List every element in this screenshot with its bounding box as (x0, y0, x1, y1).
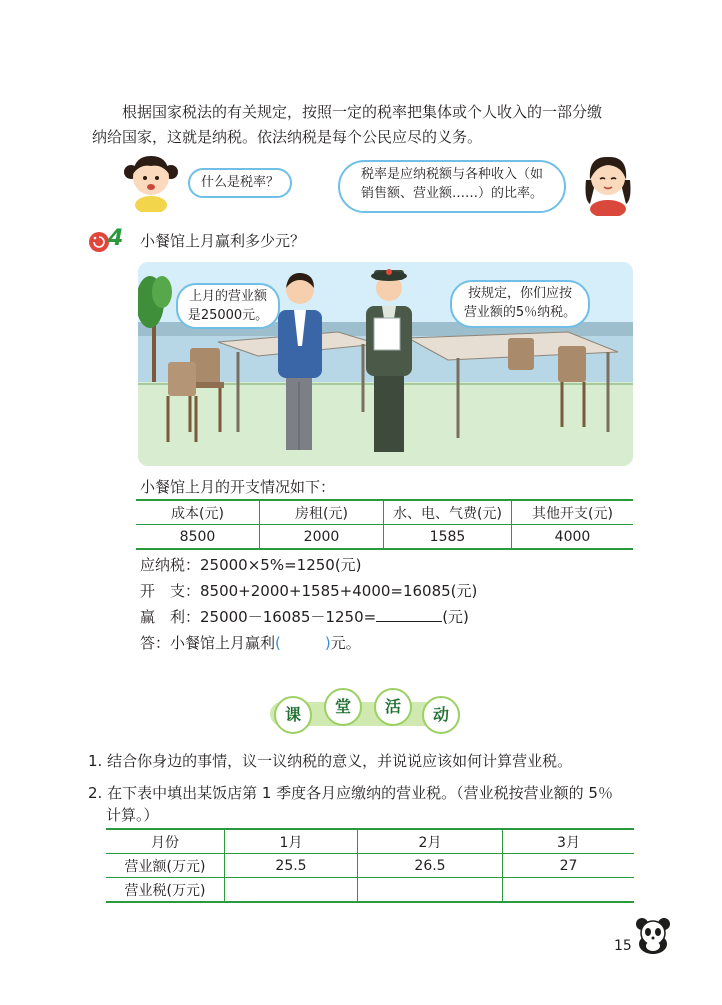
tax-table-header-cell: 1月 (225, 829, 358, 854)
tax-answer-cell[interactable] (225, 878, 358, 903)
expenses-value-cell: 4000 (512, 525, 634, 550)
intro-line-1: 根据国家税法的有关规定，按照一定的税率把集体或个人收入的一部分缴 (122, 103, 603, 121)
answer-speech-bubble (338, 160, 566, 213)
expenses-header-cell: 水、电、气费(元) (384, 500, 512, 525)
calc-profit-line (140, 606, 469, 628)
expenses-title: 小餐馆上月的开支情况如下： (140, 478, 336, 496)
answer-line (140, 632, 361, 654)
tax-table-header-row (106, 829, 634, 854)
activity-char: 动 (422, 696, 460, 734)
page-number: 15 (614, 938, 632, 954)
revenue-row-label: 营业额(万元) (106, 854, 225, 878)
tax-table-header-cell: 月份 (106, 829, 225, 854)
tax-row-label: 营业税(万元) (106, 878, 225, 903)
revenue-cell: 26.5 (358, 854, 503, 878)
officer-speech-bubble (450, 280, 590, 328)
calc-expense-line: 开 支：8500+2000+1585+4000=16085(元) (140, 582, 478, 600)
expenses-value-cell: 1585 (384, 525, 512, 550)
officer-bubble-line-1: 按规定，你们应按 (467, 286, 572, 301)
activity-char: 课 (274, 696, 312, 734)
question-speech-bubble (188, 168, 292, 198)
girl-right-illustration (578, 150, 638, 216)
expenses-table (136, 499, 633, 550)
profit-answer-blank[interactable] (376, 607, 442, 622)
calc-tax-line: 应纳税：25000×5%=1250(元) (140, 556, 362, 574)
owner-speech-bubble (176, 283, 280, 329)
activity-char: 活 (374, 688, 412, 726)
answer-paren-close: ) (324, 634, 331, 652)
girl-left-illustration (122, 150, 180, 212)
activity-char: 堂 (324, 688, 362, 726)
answer-bubble-line-1: 税率是应纳税额与各种收入（如 (360, 167, 543, 182)
problem-question: 小餐馆上月赢利多少元？ (140, 232, 306, 250)
business-tax-table (106, 828, 634, 903)
activity-item-2-line-2: 计算。） (106, 806, 159, 824)
problem-number-badge (86, 228, 126, 254)
expenses-value-row (136, 525, 633, 550)
answer-suffix: 元。 (330, 634, 361, 652)
expenses-value-cell: 2000 (260, 525, 384, 550)
tax-answer-cell[interactable] (503, 878, 635, 903)
class-activity-banner (270, 688, 460, 736)
answer-prefix: 答：小餐馆上月赢利 (140, 634, 276, 652)
expenses-value-cell: 8500 (136, 525, 260, 550)
officer-bubble-line-2: 营业额的5％纳税。 (463, 305, 577, 320)
revenue-cell: 27 (503, 854, 635, 878)
question-bubble-text: 什么是税率？ (200, 175, 279, 190)
expenses-header-cell: 成本(元) (136, 500, 260, 525)
tax-table-tax-row (106, 878, 634, 903)
tax-answer-cell[interactable] (358, 878, 503, 903)
expenses-header-cell: 其他开支(元) (512, 500, 634, 525)
activity-item-1: 1. 结合你身边的事情，议一议纳税的意义，并说说应该如何计算营业税。 (88, 752, 573, 770)
owner-bubble-line-1: 上月的营业额 (188, 289, 267, 304)
intro-line-2: 纳给国家，这就是纳税。依法纳税是每个公民应尽的义务。 (92, 128, 483, 146)
tax-table-header-cell: 3月 (503, 829, 635, 854)
calc-profit-prefix: 赢 利：25000－16085－1250= (140, 608, 377, 626)
tax-table-header-cell: 2月 (358, 829, 503, 854)
answer-paren-open: ( (275, 634, 281, 652)
answer-bubble-line-2: 销售额、营业额……）的比率。 (360, 186, 543, 201)
panda-icon (632, 914, 674, 956)
expenses-header-cell: 房租(元) (260, 500, 384, 525)
calc-profit-suffix: (元) (442, 608, 469, 626)
activity-item-2-line-1: 2. 在下表中填出某饭店第 1 季度各月应缴纳的营业税。（营业税按营业额的 5％ (88, 784, 613, 802)
tax-table-revenue-row (106, 854, 634, 878)
owner-bubble-line-2: 是25000元。 (187, 308, 269, 323)
intro-paragraph (92, 100, 652, 150)
expenses-header-row (136, 500, 633, 525)
problem-number: 4 (108, 226, 124, 251)
revenue-cell: 25.5 (225, 854, 358, 878)
